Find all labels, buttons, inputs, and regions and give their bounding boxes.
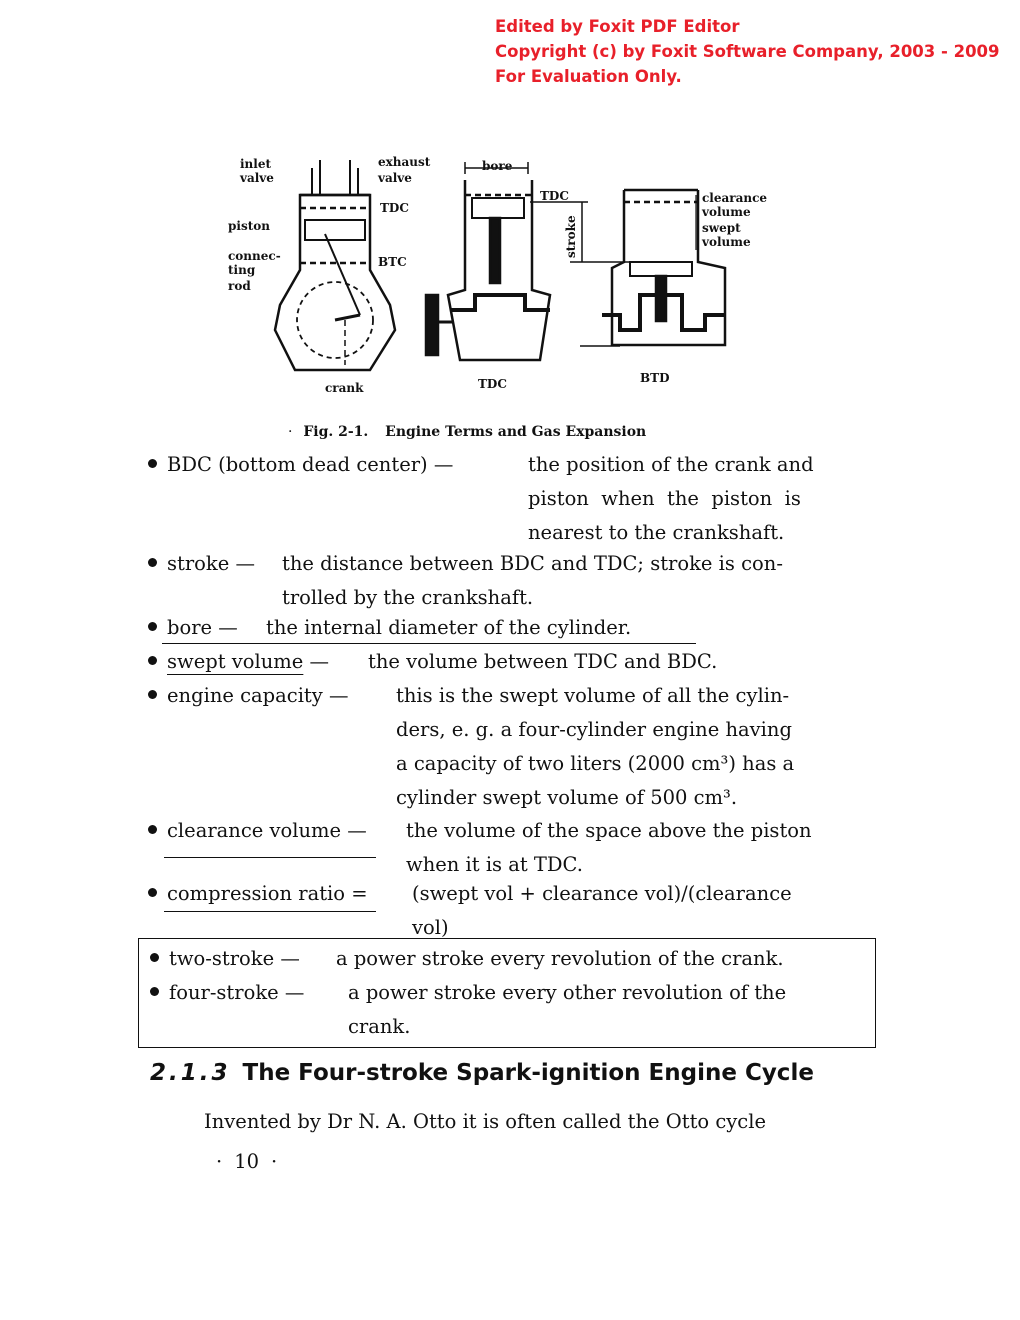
separator: —	[328, 684, 349, 707]
watermark-line: For Evaluation Only.	[495, 67, 682, 86]
engine-block-outline	[275, 195, 395, 370]
definition-bore	[148, 611, 868, 645]
figure-caption	[288, 424, 646, 440]
desc-line: when it is at TDC.	[406, 853, 583, 876]
page-dot: ·	[271, 1150, 278, 1173]
desc-line: a power stroke every revolution of the crank.	[336, 947, 784, 970]
label-inlet-valve: valve	[240, 171, 274, 185]
term-label: stroke	[167, 552, 230, 575]
page-number	[204, 1150, 289, 1173]
term-label: two-stroke	[169, 947, 275, 970]
bullet-icon	[148, 558, 157, 567]
label-piston: piston	[228, 219, 270, 233]
caption-title: Engine Terms and Gas Expansion	[385, 424, 647, 440]
flywheel-shape	[426, 295, 438, 355]
bullet-icon	[148, 459, 157, 468]
separator: —	[218, 616, 238, 639]
label-crank: crank	[325, 381, 364, 395]
term-label: compression ratio	[167, 882, 346, 905]
label-bore: bore	[482, 159, 513, 173]
desc-line: vol)	[412, 916, 449, 939]
engine-figure	[220, 150, 780, 400]
label-connec: connec-	[228, 249, 281, 263]
desc-line: ders, e. g. a four-cylinder engine having	[396, 718, 792, 741]
page-dot: ·	[216, 1150, 223, 1173]
watermark-line: Copyright (c) by Foxit Software Company, 2003 - 2009	[495, 42, 1000, 61]
desc-line: this is the swept volume of all the cylin-	[396, 684, 790, 707]
definition-bdc	[148, 448, 868, 550]
label-exhaust-valve: valve	[378, 171, 412, 185]
separator: —	[309, 650, 330, 673]
bullet-icon	[150, 987, 159, 996]
page-number-value: 10	[234, 1150, 260, 1173]
definition-four-stroke	[150, 976, 862, 1044]
term-label: four-stroke	[169, 981, 279, 1004]
desc-line: trolled by the crankshaft.	[282, 586, 534, 609]
caption-lead: ·	[288, 424, 293, 440]
desc-line: a capacity of two liters (2000 cm³) has a	[396, 752, 795, 775]
term-label: BDC (bottom dead center)	[167, 453, 428, 476]
term-label: swept volume	[167, 650, 304, 673]
separator: —	[280, 947, 300, 970]
definition-clearance-volume	[148, 814, 868, 882]
watermark-line: Edited by Foxit PDF Editor	[495, 17, 740, 36]
desc-line: nearest to the crankshaft.	[528, 521, 785, 544]
term-label: bore	[167, 616, 213, 639]
definition-swept-volume	[148, 645, 868, 679]
desc-line: a power stroke every other revolution of the	[348, 981, 787, 1004]
label-rod: rod	[228, 279, 251, 293]
definition-stroke	[148, 547, 868, 615]
watermark	[495, 14, 1000, 89]
label-volume-2: volume	[702, 235, 751, 249]
definition-engine-capacity	[148, 679, 868, 815]
desc-line: (swept vol + clearance vol)/(clearance	[412, 882, 792, 905]
underline-rule	[164, 911, 376, 912]
bullet-icon	[148, 656, 157, 665]
label-tdc-mid: TDC	[540, 189, 569, 203]
label-stroke: stroke	[564, 215, 578, 258]
label-volume-1: volume	[702, 205, 751, 219]
separator: —	[235, 552, 255, 575]
desc-line: the volume of the space above the piston	[406, 819, 812, 842]
section-number: 2.1.3	[150, 1060, 231, 1086]
section-heading	[150, 1060, 814, 1086]
separator: —	[284, 981, 305, 1004]
label-clearance: clearance	[702, 191, 768, 205]
section-title: The Four-stroke Spark-ignition Engine Cycle	[242, 1060, 814, 1086]
underline-rule	[164, 857, 376, 858]
label-inlet: inlet	[240, 157, 272, 171]
definition-two-stroke	[150, 942, 862, 976]
body-paragraph: Invented by Dr N. A. Otto it is often called the Otto cycle	[204, 1110, 766, 1133]
separator: —	[347, 819, 367, 842]
label-btd: BTD	[640, 371, 670, 385]
desc-line: crank.	[348, 1015, 411, 1038]
underline-rule	[162, 643, 696, 644]
label-ting: ting	[228, 263, 256, 277]
bullet-icon	[150, 953, 159, 962]
bullet-icon	[148, 888, 157, 897]
desc-line: cylinder swept volume of 500 cm³.	[396, 786, 738, 809]
label-btc: BTC	[378, 255, 407, 269]
piston-shape	[305, 220, 365, 240]
desc-line: the internal diameter of the cylinder.	[266, 616, 632, 639]
desc-line: piston when the piston is	[528, 487, 801, 510]
desc-line: the distance between BDC and TDC; stroke is con-	[282, 552, 783, 575]
separator: —	[433, 453, 454, 476]
bullet-icon	[148, 690, 157, 699]
bullet-icon	[148, 825, 157, 834]
label-tdc-mid-bottom: TDC	[478, 377, 507, 391]
desc-line: the volume between TDC and BDC.	[368, 650, 718, 673]
bullet-icon	[148, 622, 157, 631]
desc-line: the position of the crank and	[528, 453, 814, 476]
label-swept: swept	[702, 221, 741, 235]
term-label: clearance volume	[167, 819, 342, 842]
separator: =	[351, 882, 368, 905]
label-exhaust: exhaust	[378, 155, 431, 169]
label-tdc-left: TDC	[380, 201, 409, 215]
caption-number: Fig. 2-1.	[303, 424, 369, 440]
term-label: engine capacity	[167, 684, 323, 707]
